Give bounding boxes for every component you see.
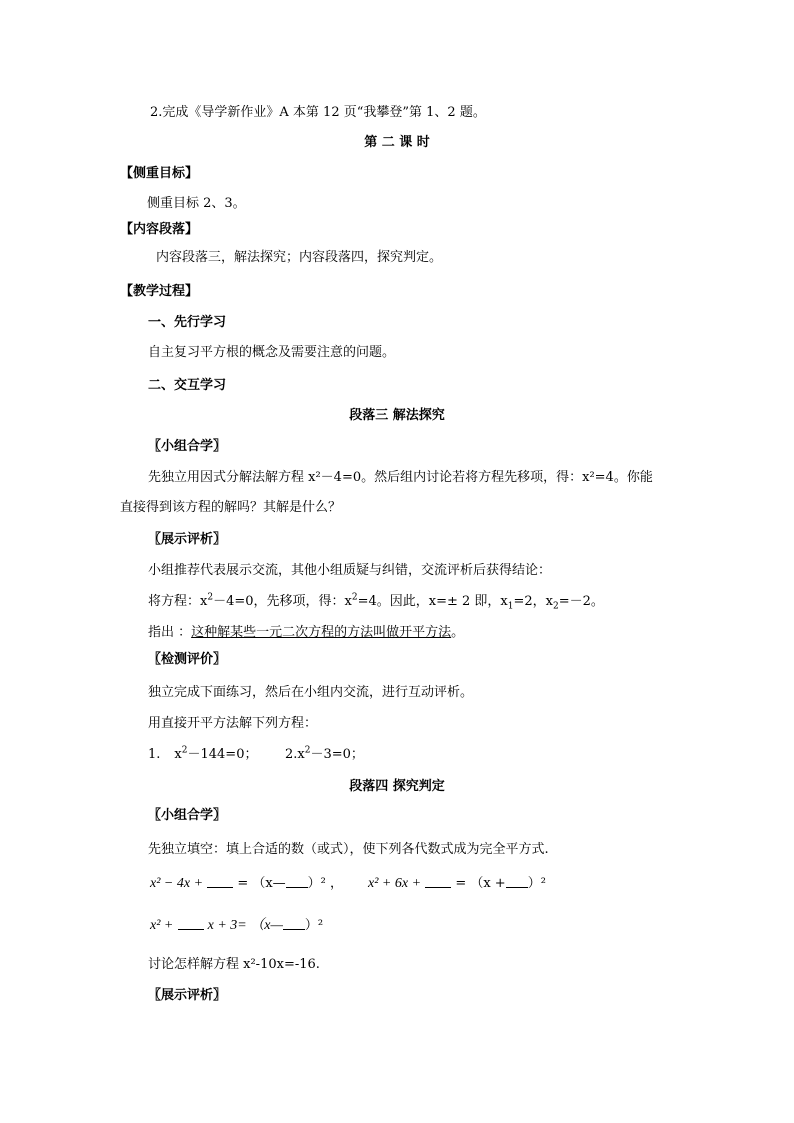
section4-group-heading: 〖小组合学〗	[148, 808, 227, 823]
section3-group-text-1: 先独立用因式分解法解方程 x²－4=0。然后组内讨论若将方程先移项，得：x²=4。你能	[148, 470, 653, 485]
focus-goal-heading: 【侧重目标】	[120, 166, 199, 181]
step1-heading: 一、先行学习	[148, 315, 227, 330]
method-note: 指出 ：这种解某些一元二次方程的方法叫做开平方法。	[148, 625, 465, 640]
method-definition: 这种解某些一元二次方程的方法叫做开平方法	[191, 625, 452, 640]
process-heading: 【教学过程】	[120, 284, 199, 299]
discuss-text: 讨论怎样解方程 x²-10x=-16.	[148, 957, 320, 972]
exercise-2: $2.x^2-3=0$；	[285, 745, 364, 762]
section4-show-heading: 〖展示评析〗	[148, 988, 227, 1003]
content-section-heading: 【内容段落】	[120, 222, 199, 237]
blank-f2-b[interactable]	[506, 875, 528, 888]
exercise-1: 1. $x^2-144=0$；	[148, 745, 258, 762]
section4-group-text: 先独立填空：填上合适的数（或式），使下列各代数式成为完全平方式.	[148, 842, 549, 857]
blank-f1-a[interactable]	[207, 875, 233, 888]
top-task: 2.完成《导学新作业》A 本第 12 页“我攀登”第 1、2 题。	[150, 105, 486, 120]
content-section-text: 内容段落三，解法探究；内容段落四，探究判定。	[156, 250, 443, 265]
section3-group-text-2: 直接得到该方程的解吗？其解是什么？	[120, 500, 342, 515]
blank-f2-a[interactable]	[425, 875, 451, 888]
step2-heading: 二、交互学习	[148, 378, 227, 393]
section4-title: 段落四 探究判定	[349, 779, 445, 794]
blank-f3-b[interactable]	[283, 917, 305, 930]
equation-line: 将方程：$x^2-4=0$，先移项，得：$x^2=4$。因此，x=± 2 即，$x_1=2$，$x_2=-2$。	[148, 592, 604, 612]
blank-f3-a[interactable]	[178, 917, 204, 930]
section3-show-text: 小组推荐代表展示交流，其他小组质疑与纠错，交流评析后获得结论：	[148, 563, 552, 578]
lesson-title: 第 二 课 时	[364, 135, 430, 150]
step1-text: 自主复习平方根的概念及需要注意的问题。	[148, 345, 396, 360]
focus-goal-text: 侧重目标 2、3。	[147, 196, 246, 211]
fill-formula-2: x² + 6x + = （x + ）²	[368, 876, 546, 891]
section3-check-heading: 〖检测评价〗	[148, 652, 227, 667]
section3-title: 段落三 解法探究	[349, 408, 445, 423]
blank-f1-b[interactable]	[286, 875, 308, 888]
exercise-intro: 用直接开平方法解下列方程：	[148, 716, 318, 731]
fill-formula-1: x² − 4x + = （x— ）² ，	[150, 876, 344, 891]
section3-check-text: 独立完成下面练习，然后在小组内交流，进行互动评析。	[148, 685, 474, 700]
fill-formula-3: x² + x + 3= （x— ）²	[150, 918, 324, 933]
section3-show-heading: 〖展示评析〗	[148, 532, 227, 547]
section3-group-heading: 〖小组合学〗	[148, 439, 227, 454]
